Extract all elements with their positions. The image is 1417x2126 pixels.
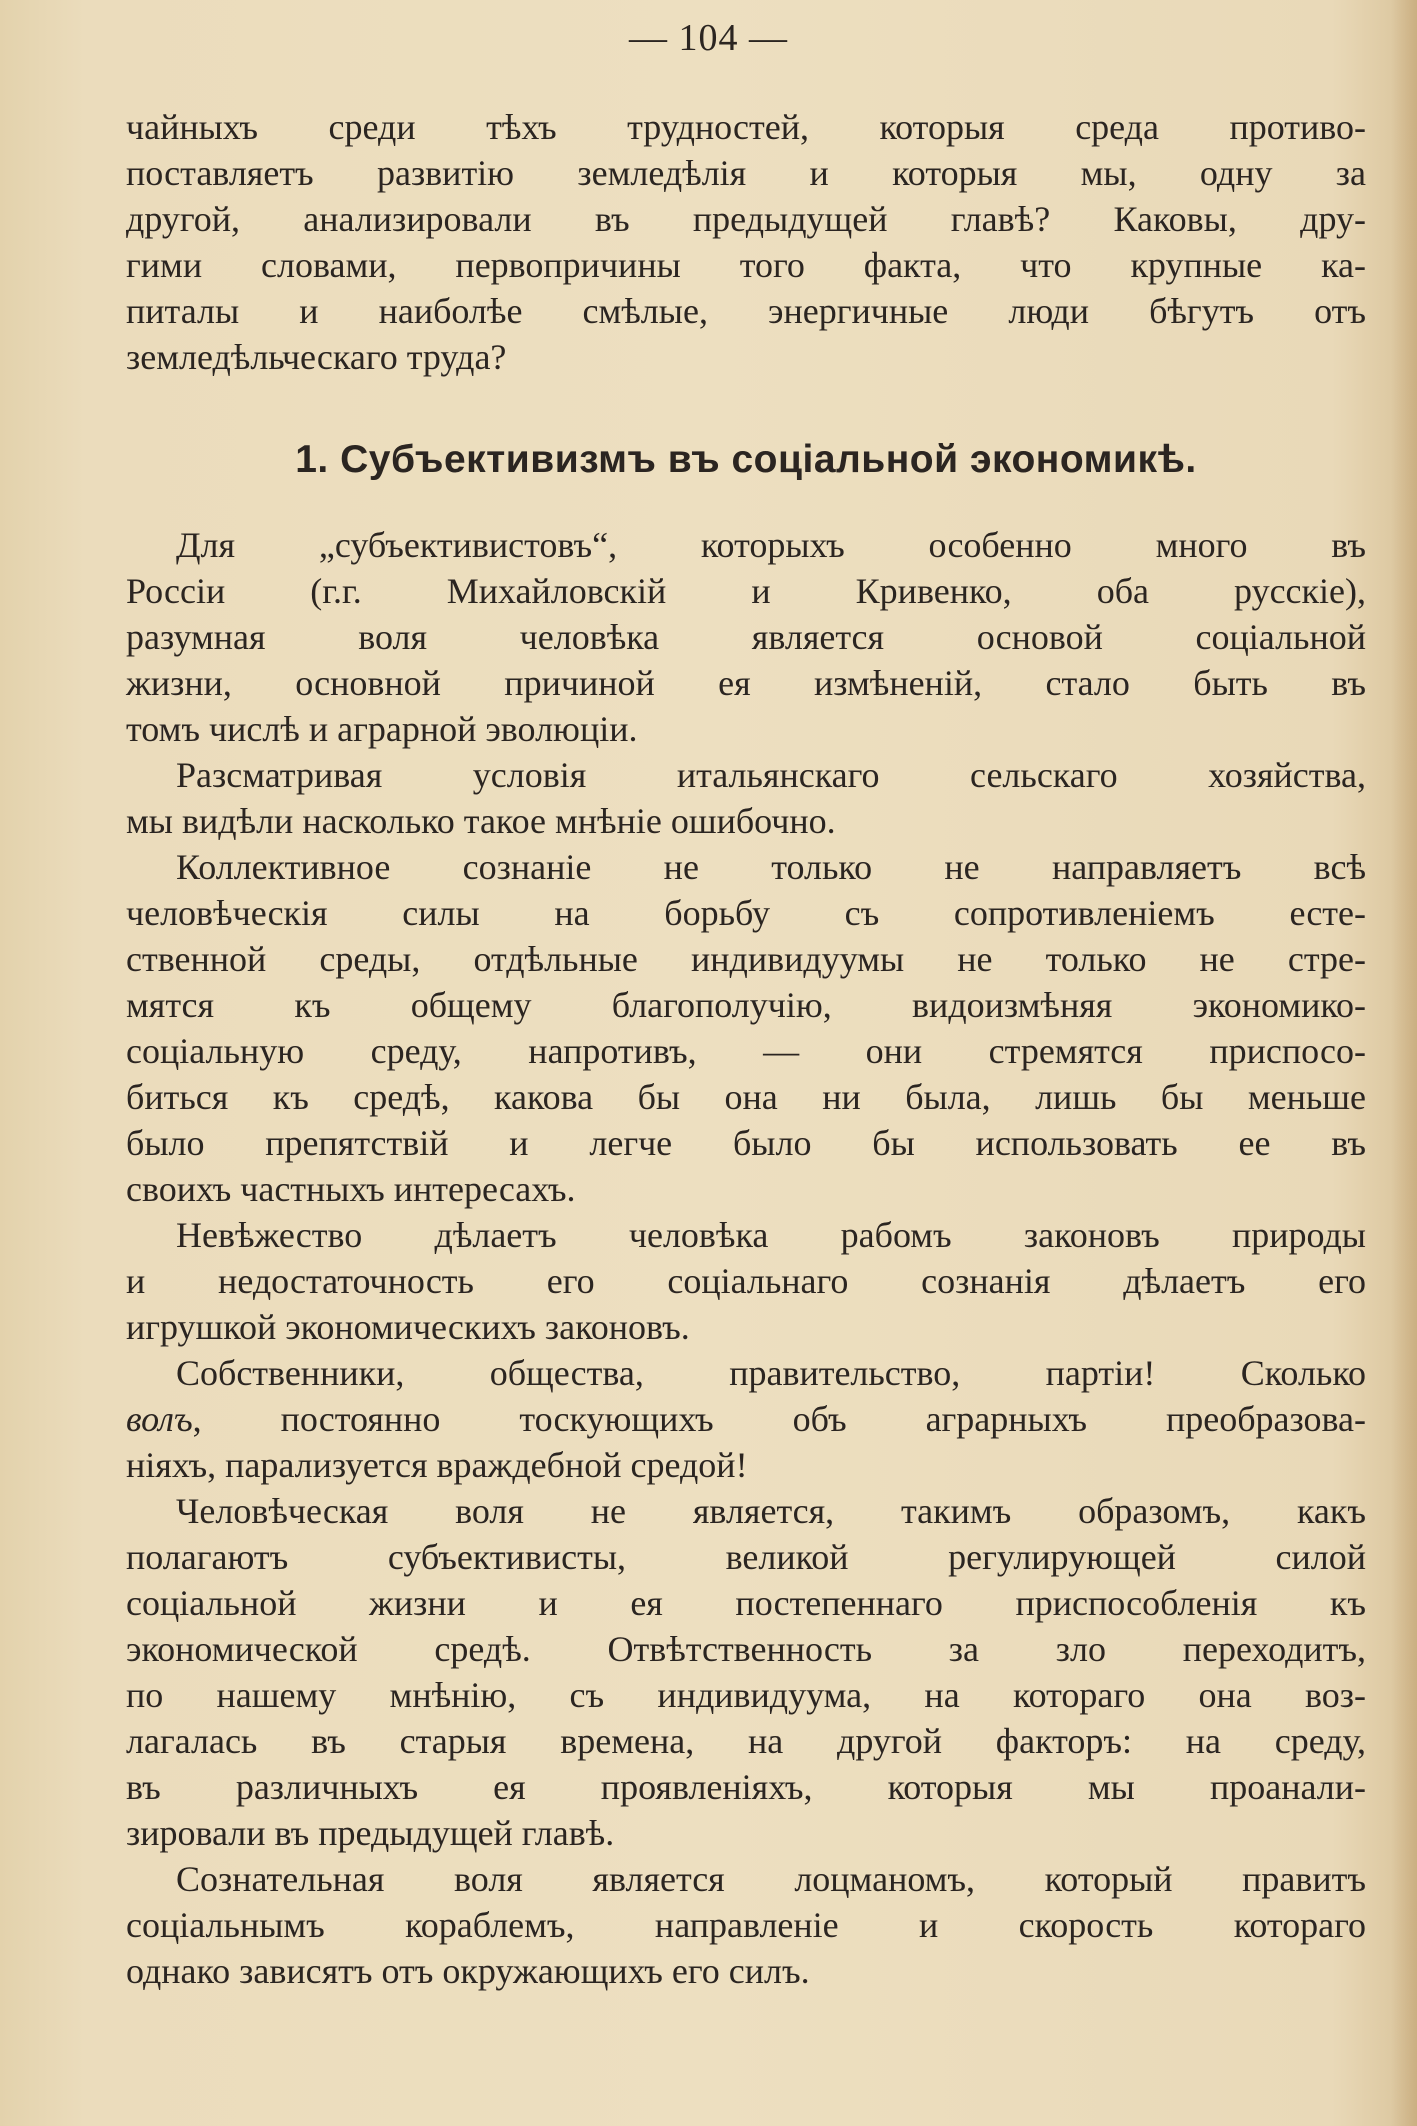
text-line: соціальной жизни и ея постепеннаго приспособленія къ [126, 1583, 1366, 1623]
page-edge-shadow [1391, 0, 1417, 2126]
text-line: однако зависятъ отъ окружающихъ его силъ. [126, 1951, 810, 1991]
emphasized-word: волъ [126, 1399, 193, 1439]
text-line: соціальнымъ кораблемъ, направленіе и скорость котораго [126, 1905, 1366, 1945]
text-line: ственной среды, отдѣльные индивидуумы не только не стре- [126, 939, 1366, 979]
text-line: земледѣльческаго труда? [126, 337, 507, 377]
text-line: другой, анализировали въ предыдущей главѣ? Каковы, дру- [126, 199, 1366, 239]
text-line: Собственники, общества, правительство, партіи! Сколько [176, 1353, 1366, 1393]
text-line: полагаютъ субъективисты, великой регулирующей силой [126, 1537, 1366, 1577]
text-line: Человѣческая воля не является, такимъ образомъ, какъ [176, 1491, 1366, 1531]
text-line: биться къ средѣ, какова бы она ни была, лишь бы меньше [126, 1077, 1366, 1117]
paragraph-conscious-will [126, 1856, 1366, 1994]
paragraph-italian-agriculture [126, 752, 1366, 844]
text-line: Россіи (г.г. Михайловскій и Кривенко, оба русскіе), [126, 571, 1366, 611]
text-line: въ различныхъ ея проявленіяхъ, которыя мы проанали- [126, 1767, 1366, 1807]
paragraph-owners [126, 1350, 1366, 1488]
text-line: игрушкой экономическихъ законовъ. [126, 1307, 690, 1347]
text-line [126, 1396, 1366, 1442]
text-line: Невѣжество дѣлаетъ человѣка рабомъ законовъ природы [176, 1215, 1366, 1255]
paragraph-human-will [126, 1488, 1366, 1856]
paragraph-collective-consciousness [126, 844, 1366, 1212]
text-line: томъ числѣ и аграрной эволюціи. [126, 709, 638, 749]
text-line: по нашему мнѣнію, съ индивидуума, на котораго она воз- [126, 1675, 1366, 1715]
page-number: — 104 — [629, 17, 788, 59]
text-line: поставляетъ развитію земледѣлія и которыя мы, одну за [126, 153, 1366, 193]
text-line: экономической средѣ. Отвѣтственность за зло переходитъ, [126, 1629, 1366, 1669]
paragraph-ignorance [126, 1212, 1366, 1350]
text-line: соціальную среду, напротивъ, — они стремятся приспосо- [126, 1031, 1366, 1071]
text-line: зировали въ предыдущей главѣ. [126, 1813, 615, 1853]
paragraph-subjectivists [126, 522, 1366, 752]
text-line: разумная воля человѣка является основой соціальной [126, 617, 1366, 657]
text-line: было препятствій и легче было бы использовать ее въ [126, 1123, 1366, 1163]
text-line: человѣческія силы на борьбу съ сопротивленіемъ есте- [126, 893, 1366, 933]
section-body [126, 522, 1366, 1994]
text-line: и недостаточность его соціальнаго сознанія дѣлаетъ его [126, 1261, 1366, 1301]
section-heading: 1. Субъективизмъ въ соціальной экономикѣ. [295, 438, 1197, 481]
text-line: ніяхъ, парализуется враждебной средой! [126, 1445, 748, 1485]
text-line: питалы и наиболѣе смѣлые, энергичные люди бѣгутъ отъ [126, 291, 1366, 331]
text-line: гими словами, первопричины того факта, что крупные ка- [126, 245, 1366, 285]
text-line: Сознательная воля является лоцманомъ, который правитъ [176, 1859, 1366, 1899]
intro-paragraph [126, 104, 1366, 380]
text-line: мятся къ общему благополучію, видоизмѣняя экономико- [126, 985, 1366, 1025]
text-line: Разсматривая условія итальянскаго сельскаго хозяйства, [176, 755, 1366, 795]
text-line: лагалась въ старыя времена, на другой факторъ: на среду, [126, 1721, 1366, 1761]
text-segment: , постоянно тоскующихъ объ аграрныхъ преобразова- [192, 1399, 1366, 1439]
text-line: Коллективное сознаніе не только не направляетъ всѣ [176, 847, 1366, 887]
text-line: Для „субъективистовъ“, которыхъ особенно много въ [176, 525, 1366, 565]
text-line: своихъ частныхъ интересахъ. [126, 1169, 576, 1209]
text-line: чайныхъ среди тѣхъ трудностей, которыя среда противо- [126, 107, 1366, 147]
text-line: жизни, основной причиной ея измѣненій, стало быть въ [126, 663, 1366, 703]
text-line: мы видѣли насколько такое мнѣніе ошибочно. [126, 801, 836, 841]
